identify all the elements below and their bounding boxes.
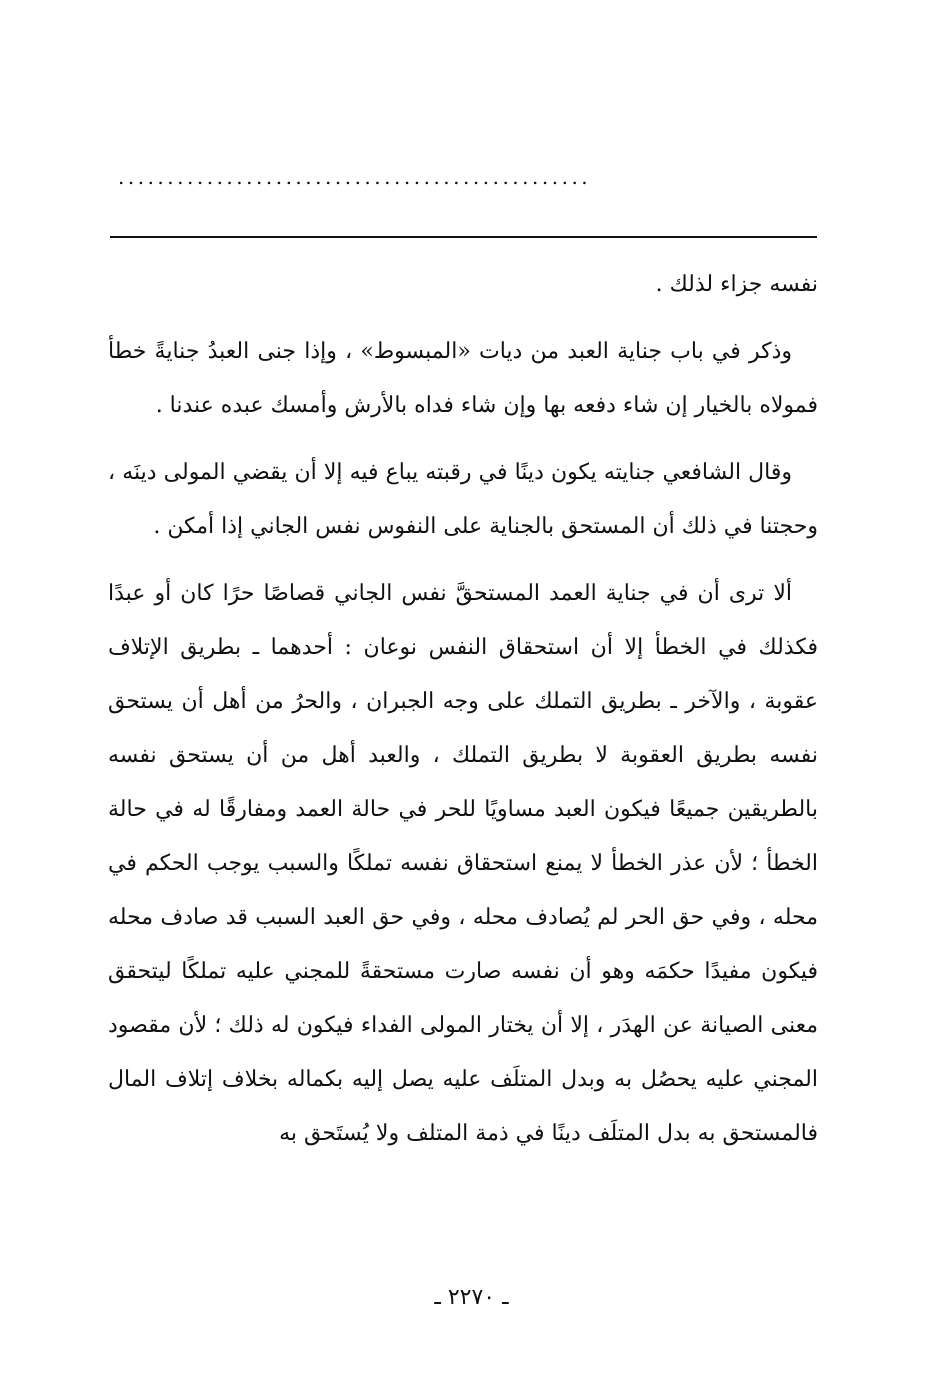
paragraph-1: نفسه جزاء لذلك . bbox=[655, 272, 818, 297]
paragraph-3: وقال الشافعي جنايته يكون دينًا في رقبته يباع فيه إلا أن يقضي المولى دينَه ، وحجتنا في ذلك أن المستحق بالجناية على النفوس نفس الجاني إذا أمكن . bbox=[108, 460, 818, 539]
separator-rule bbox=[110, 236, 817, 238]
main-text bbox=[108, 258, 818, 1161]
page-number: ـ ٢٢٧٠ ـ bbox=[434, 1285, 509, 1310]
footnote-dotted-line: ................................................ bbox=[118, 165, 592, 189]
paragraph-4: ألا ترى أن في جناية العمد المستحقَّ نفس الجاني قصاصًا حرًا كان أو عبدًا فكذلك في الخطأ إلا أن استحقاق النفس نوعان : أحدهما ـ بطريق الإتلاف عقوبة ، والآخر ـ بطريق التملك على وجه الجبران ، والحرُ من أهل أن يستحق نفسه بطريق العقوبة لا بطريق التملك ، والعبد أهل من أن يستحق نفسه بالطريقين جميعًا فيكون العبد مساويًا للحر في حالة العمد ومفارقًا له في حالة الخطأ ؛ لأن عذر الخطأ لا يمنع استحقاق نفسه تملكًا والسبب يوجب الحكم في محله ، وفي حق الحر لم يُصادف محله ، وفي حق العبد السبب قد صادف محله فيكون مفيدًا حكمَه وهو أن نفسه صارت مستحقةً للمجني عليه تملكًا ليتحقق معنى الصيانة عن الهدَر ، إلا أن يختار المولى الفداء فيكون له ذلك ؛ لأن مقصود المجني عليه يحصُل به وبدل المتلَف عليه يصل إليه بكماله بخلاف إتلاف المال فالمستحق به بدل المتلَف دينًا في ذمة المتلف ولا يُستَحق به bbox=[108, 581, 818, 1146]
paragraph-2: وذكر في باب جناية العبد من ديات «المبسوط» ، وإذا جنى العبدُ جنايةً خطأ فمولاه بالخيار إن شاء دفعه بها وإن شاء فداه بالأرش وأمسك عبده عندنا . bbox=[108, 339, 818, 418]
